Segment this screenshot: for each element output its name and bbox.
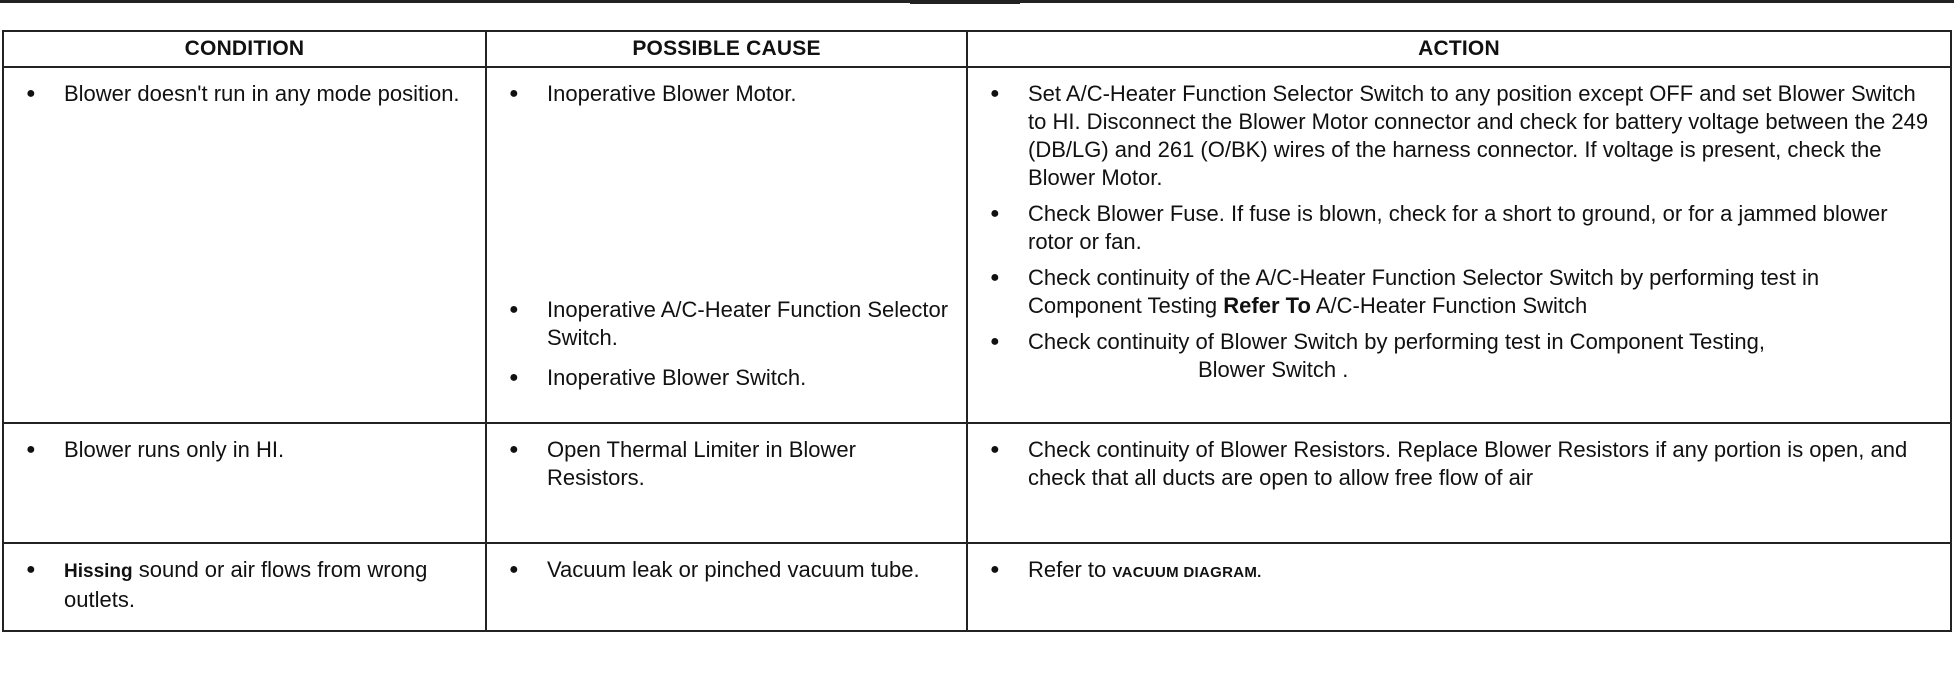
cause-cell — [486, 423, 967, 543]
cause-cell — [486, 543, 967, 631]
top-rule-notch — [910, 0, 1020, 4]
header-condition: CONDITION — [3, 31, 486, 67]
top-rule — [0, 0, 1954, 3]
cause-item: ● Inoperative Blower Switch. — [509, 364, 958, 392]
action-item — [990, 264, 1942, 320]
cause-item: ● Inoperative A/C-Heater Function Selector Switch. — [509, 296, 958, 352]
condition-lead: Hissing — [64, 561, 133, 582]
condition-cell — [3, 423, 486, 543]
action-cell — [967, 423, 1951, 543]
action-item: ● Check Blower Fuse. If fuse is blown, check for a short to ground, or for a jammed blower rotor or fan. — [990, 200, 1942, 256]
condition-item: ● Blower doesn't run in any mode position. — [26, 80, 477, 108]
cause-item: ● Inoperative Blower Motor. — [509, 80, 958, 108]
action-text: Check continuity of Blower Switch by performing test in Component Testing, — [1028, 329, 1765, 354]
header-action: ACTION — [967, 31, 1951, 67]
condition-cell — [3, 543, 486, 631]
action-item: ● Check continuity of Blower Resistors. Replace Blower Resistors if any portion is open, and check that all ducts are open to allow free flow of air — [990, 436, 1942, 492]
condition-item — [26, 556, 477, 614]
refer-to-label: Refer To — [1223, 293, 1311, 318]
troubleshooting-table — [2, 30, 1952, 632]
vacuum-diagram-reference: VACUUM DIAGRAM. — [1112, 564, 1262, 581]
action-reference: A/C-Heater Function Switch — [1315, 293, 1588, 318]
action-cell — [967, 67, 1951, 423]
table-row — [3, 543, 1951, 631]
table-row — [3, 423, 1951, 543]
cause-cell — [486, 67, 967, 423]
condition-item: ● Blower runs only in HI. — [26, 436, 477, 464]
header-row — [3, 31, 1951, 67]
action-cell — [967, 543, 1951, 631]
table-row — [3, 67, 1951, 423]
action-text: Refer to — [1028, 557, 1107, 582]
cause-item: ● Vacuum leak or pinched vacuum tube. — [509, 556, 958, 584]
action-reference: Blower Switch . — [1198, 357, 1349, 382]
action-item — [990, 328, 1942, 384]
condition-text: sound or air flows from wrong outlets. — [64, 557, 428, 612]
cause-item: ● Open Thermal Limiter in Blower Resistors. — [509, 436, 958, 492]
condition-cell — [3, 67, 486, 423]
action-text: Check continuity of the A/C-Heater Function Selector Switch by performing test in Component Testing — [1028, 265, 1820, 318]
action-item — [990, 556, 1942, 587]
header-possible-cause: POSSIBLE CAUSE — [486, 31, 967, 67]
action-item: ● Set A/C-Heater Function Selector Switch to any position except OFF and set Blower Switch to HI. Disconnect the Blower Motor connector and check for battery voltage between the 249 (DB/LG) and 261 (O/BK) wires of the harness connector. If voltage is present, check the Blower Motor. — [990, 80, 1942, 192]
